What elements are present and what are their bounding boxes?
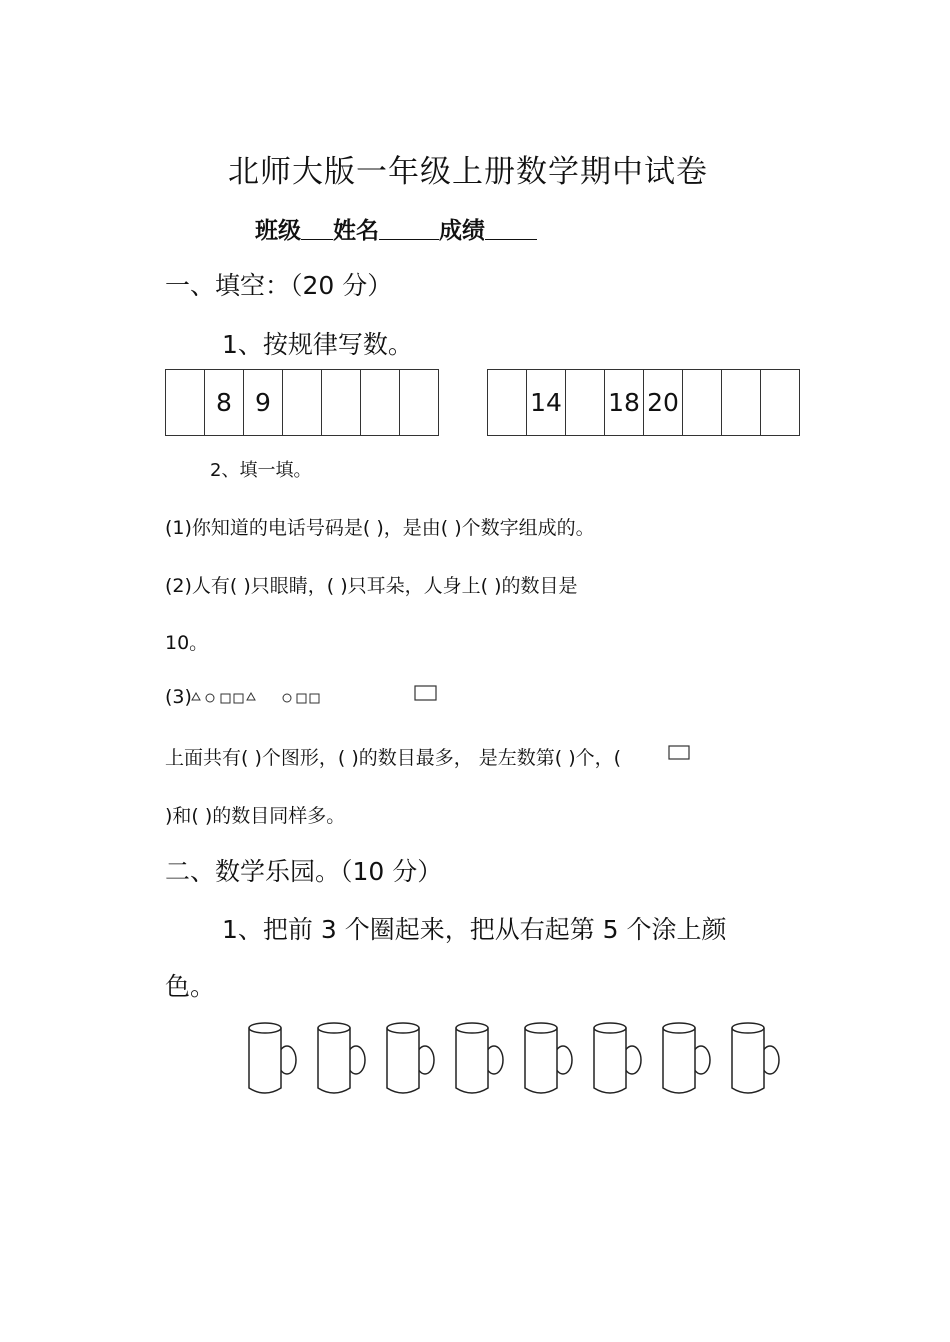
grid-b-cell: 18 <box>605 370 644 436</box>
grid-b-cell[interactable] <box>488 370 527 436</box>
section2-q1-line1: 1、把前 3 个圈起来，把从右起第 5 个涂上颜 <box>222 915 727 944</box>
square-shape <box>221 694 230 703</box>
number-grid-b <box>487 369 800 436</box>
class-blank[interactable] <box>301 215 333 240</box>
circle-shape <box>206 694 214 702</box>
cup-icon[interactable] <box>732 1023 779 1093</box>
grid-a-cell[interactable] <box>322 370 361 436</box>
section2-q1-line2: 色。 <box>165 972 216 1001</box>
score-label: 成绩 <box>439 218 485 244</box>
fill-item-3-line1: 上面共有( )个图形，( )的数目最多， 是左数第( )个，( <box>165 747 622 769</box>
grid-b-cell[interactable] <box>722 370 761 436</box>
grid-a-cell[interactable] <box>400 370 439 436</box>
fill-item-3-prefix: (3) <box>165 686 192 708</box>
section1-q1: 1、按规律写数。 <box>222 330 413 359</box>
cups-row <box>240 1018 800 1103</box>
grid-b-cell[interactable] <box>566 370 605 436</box>
score-blank[interactable] <box>485 215 537 240</box>
class-label: 班级 <box>255 218 301 244</box>
cup-icon[interactable] <box>456 1023 503 1093</box>
grid-a-cell[interactable] <box>166 370 205 436</box>
student-info-line <box>255 212 537 245</box>
rectangle-inline-icon <box>668 745 692 763</box>
rectangle-shape <box>415 686 436 700</box>
cup-icon[interactable] <box>663 1023 710 1093</box>
square-shape <box>310 694 319 703</box>
shape-row <box>190 682 490 712</box>
cup-icon[interactable] <box>525 1023 572 1093</box>
cup-icon[interactable] <box>249 1023 296 1093</box>
name-label: 姓名 <box>333 218 379 244</box>
square-shape <box>297 694 306 703</box>
grid-a-cell: 9 <box>244 370 283 436</box>
fill-item-1: (1)你知道的电话号码是( )，是由( )个数字组成的。 <box>165 517 595 539</box>
name-blank[interactable] <box>379 215 439 240</box>
cup-icon[interactable] <box>594 1023 641 1093</box>
page-title: 北师大版一年级上册数学期中试卷 <box>228 154 708 190</box>
square-shape <box>234 694 243 703</box>
section1-heading: 一、填空：（20 分） <box>165 271 393 300</box>
cup-icon[interactable] <box>318 1023 365 1093</box>
fill-item-2-cont: 10。 <box>165 632 209 654</box>
grid-b-cell[interactable] <box>683 370 722 436</box>
grid-a-cell: 8 <box>205 370 244 436</box>
section1-q2: 2、填一填。 <box>210 460 312 481</box>
grid-b-cell: 20 <box>644 370 683 436</box>
grid-a-cell[interactable] <box>283 370 322 436</box>
fill-item-2: (2)人有( )只眼睛，( )只耳朵，人身上( )的数目是 <box>165 575 578 597</box>
grid-b-cell[interactable] <box>761 370 800 436</box>
circle-shape <box>283 694 291 702</box>
section2-heading: 二、数学乐园。（10 分） <box>165 857 443 886</box>
fill-item-3-line2: )和( )的数目同样多。 <box>165 805 346 827</box>
triangle-shape <box>192 693 200 700</box>
grid-b-cell: 14 <box>527 370 566 436</box>
cup-icon[interactable] <box>387 1023 434 1093</box>
triangle-shape <box>247 693 255 700</box>
grid-a-cell[interactable] <box>361 370 400 436</box>
number-grid-a <box>165 369 439 436</box>
